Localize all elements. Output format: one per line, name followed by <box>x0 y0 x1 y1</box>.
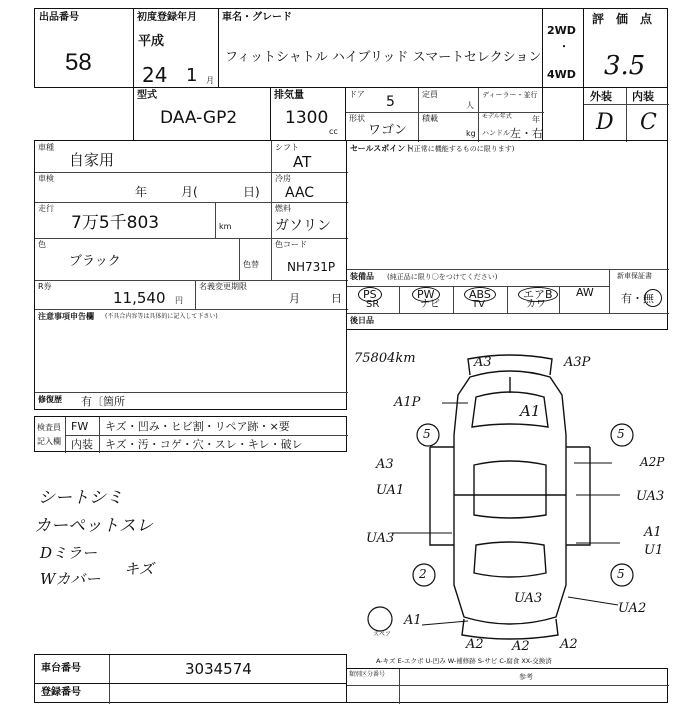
handnote-3: Dミラー <box>40 544 98 562</box>
handnote-2: カーペットスレ <box>34 516 153 536</box>
diag-t5-rr: 5 <box>617 567 625 581</box>
diag-ua3-right: UA3 <box>636 489 665 504</box>
odometer-note: 75804km <box>354 351 416 366</box>
diag-spare: スペア <box>373 631 392 638</box>
shift-value: AT <box>293 153 312 171</box>
warranty-value: 有・無 <box>621 292 654 305</box>
usage-label: 車種 <box>38 143 54 152</box>
dealer-label: ディーラー・並行 <box>482 91 538 99</box>
body-shape-label: 形状 <box>349 114 365 123</box>
load-label: 積載 <box>422 114 438 123</box>
color-code-label: 色コード <box>275 240 307 249</box>
displacement-label: 排気量 <box>274 90 304 101</box>
chassis-box <box>34 654 347 684</box>
handle-label: ハンドル <box>482 129 510 137</box>
repair-history-value: 有〔箇所 <box>81 395 125 408</box>
spec-box <box>345 87 543 141</box>
inspector-box <box>34 416 347 452</box>
inspector-row2: キズ・汚・コゲ・穴・スレ・キレ・破レ <box>105 438 303 451</box>
mileage-label: 走行 <box>38 204 54 213</box>
sales-point-note: (正常に機能するものに限ります) <box>411 145 515 153</box>
lot-label: 出品番号 <box>39 12 79 23</box>
diag-t5-fr: 5 <box>617 427 625 441</box>
category-label: 類別区分番号 <box>349 671 386 678</box>
diag-a2-b1: A2 <box>466 637 484 652</box>
diag-a1-right: A1 <box>644 525 662 540</box>
inspection-day: 日) <box>243 185 260 199</box>
inspection-label: 車検 <box>38 174 54 183</box>
chassis-label: 車台番号 <box>41 663 81 674</box>
diag-a2-b2: A2 <box>512 639 530 654</box>
diag-t5-fl: 5 <box>423 427 431 441</box>
registration-label: 初度登録年月 <box>137 12 197 23</box>
diag-ua2-rear: UA2 <box>618 601 647 616</box>
capacity-label: 定員 <box>422 90 438 99</box>
equipment-item: TV <box>472 299 485 310</box>
aircon-value: AAC <box>285 185 315 201</box>
diag-t2-rl: 2 <box>419 567 427 581</box>
diag-a3p: A3P <box>564 355 591 370</box>
equipment-item: ABS <box>464 287 496 302</box>
equipment-item: ナビ <box>420 299 440 310</box>
registration-box <box>133 8 219 88</box>
diag-a1p: A1P <box>394 395 421 410</box>
color-label: 色 <box>38 240 46 249</box>
inspector-interior: 内装 <box>71 438 93 451</box>
handle-value: 左・右 <box>510 127 543 140</box>
type-code-label: 型式 <box>137 90 157 101</box>
diag-a3-left: A3 <box>376 457 394 472</box>
equipment-note: (純正品に限り〇をつけてください) <box>387 273 498 281</box>
equipment-item: SR <box>366 299 380 310</box>
drive-4wd: 4WD <box>547 68 576 81</box>
reference-label: 参考 <box>519 673 533 681</box>
capacity-unit: 人 <box>466 101 474 110</box>
inspector-row1: キズ・凹み・ヒビ割・リペア跡・×要 <box>105 420 290 433</box>
type-code-value: DAA-GP2 <box>160 108 238 128</box>
grade-value: 3.5 <box>604 51 646 81</box>
inspector-fw: FW <box>71 420 89 433</box>
model-year-label: モデル年式 <box>482 113 512 120</box>
lot-box <box>34 8 134 88</box>
equipment-item: PS <box>358 287 382 302</box>
diag-ua3-rear: UA3 <box>514 591 543 606</box>
displacement-box <box>270 87 346 141</box>
model-name-value: フィットシャトル ハイブリッド スマートセレクション <box>225 50 542 65</box>
diag-a3-top: A3 <box>474 355 492 370</box>
grade-label: 評 価 点 <box>592 12 653 26</box>
reg-number-label: 登録番号 <box>41 687 81 698</box>
model-name-box <box>218 8 543 88</box>
interior-label: 内装 <box>632 90 654 103</box>
category-box <box>346 668 668 703</box>
color-value: ブラック <box>69 254 121 269</box>
fuel-value: ガソリン <box>275 218 331 234</box>
sales-point-label: セールスポイント <box>350 144 414 153</box>
warranty-circle <box>644 289 662 307</box>
drive-dot: ・ <box>559 42 569 53</box>
registration-month: 1 <box>186 65 198 86</box>
usage-value: 自家用 <box>69 151 115 169</box>
doors-label: ドア <box>349 90 365 99</box>
exterior-value: D <box>596 110 614 135</box>
shift-label: シフト <box>275 143 299 152</box>
equipment-item: カワ <box>526 299 546 310</box>
registration-month-unit: 月 <box>206 76 214 85</box>
diag-a2p-right: A2P <box>640 455 665 469</box>
sales-block <box>346 140 668 330</box>
handnote-5: キズ <box>124 560 154 578</box>
drive-box <box>542 8 584 88</box>
name-change-day: 日 <box>331 292 342 305</box>
doors-value: 5 <box>386 94 395 110</box>
inspection-year: 年 <box>135 185 148 199</box>
type-code-box <box>133 87 271 141</box>
registration-year: 24 <box>142 63 168 87</box>
model-year-unit: 年 <box>532 115 540 124</box>
grade-box <box>583 8 668 88</box>
repaint-label: 色替 <box>243 260 259 269</box>
inspection-month: 月( <box>181 185 198 199</box>
diag-a1-rear: A1 <box>404 613 422 628</box>
notes-label: 注意事項申告欄 <box>38 312 94 321</box>
diag-ua3-left: UA3 <box>366 531 395 546</box>
load-unit: kg <box>466 129 476 138</box>
interior-value: C <box>640 110 657 135</box>
handnote-1: シートシミ <box>38 488 123 508</box>
model-name-label: 車名・グレード <box>222 12 292 23</box>
mileage-unit: km <box>219 222 232 231</box>
displacement-unit: cc <box>329 127 338 136</box>
lot-number: 58 <box>65 49 92 76</box>
diag-u1-right: U1 <box>644 543 664 558</box>
color-code-value: NH731P <box>287 260 336 274</box>
displacement-value: 1300 <box>285 108 329 128</box>
name-change-label: 名義変更期限 <box>199 282 247 291</box>
inspector-label: 検査員記入欄 <box>37 423 61 446</box>
ext-int-box <box>583 87 668 141</box>
equipment-item: PW <box>412 287 440 302</box>
diag-a2-b3: A2 <box>560 637 578 652</box>
damage-legend: A-キズ E-エクボ U-凹み W-補修跡 S-サビ C-腐食 XX-交換済 <box>376 657 552 665</box>
mileage-value: 7万5千803 <box>71 213 160 233</box>
rear-seat-label: 後日品 <box>350 316 374 325</box>
recycle-value: 11,540 <box>113 289 166 307</box>
repair-history-label: 修復歴 <box>38 395 62 404</box>
equipment-label: 装備品 <box>350 272 374 281</box>
body-shape-value: ワゴン <box>368 123 408 138</box>
drive-2wd: 2WD <box>547 24 576 37</box>
info-block <box>34 140 347 410</box>
recycle-label: R券 <box>38 282 52 291</box>
notes-note: (不具合内容等は具体的に記入して下さい) <box>105 313 218 320</box>
equipment-item: AW <box>576 286 594 299</box>
chassis-value: 3034574 <box>185 660 252 678</box>
new-car-label: 新車保証書 <box>617 272 652 280</box>
diag-ua1-left: UA1 <box>376 483 405 498</box>
exterior-label: 外装 <box>590 90 612 103</box>
equipment-item: エアB <box>518 287 558 302</box>
recycle-unit: 円 <box>175 296 183 305</box>
registration-era: 平成 <box>138 34 165 49</box>
handnote-4: Wカバー <box>40 570 101 588</box>
fuel-label: 燃料 <box>275 204 291 213</box>
diag-a1-hood: A1 <box>520 402 541 420</box>
reg-number-box <box>34 683 347 703</box>
aircon-label: 冷房 <box>275 174 291 183</box>
name-change-month: 月 <box>289 292 300 305</box>
